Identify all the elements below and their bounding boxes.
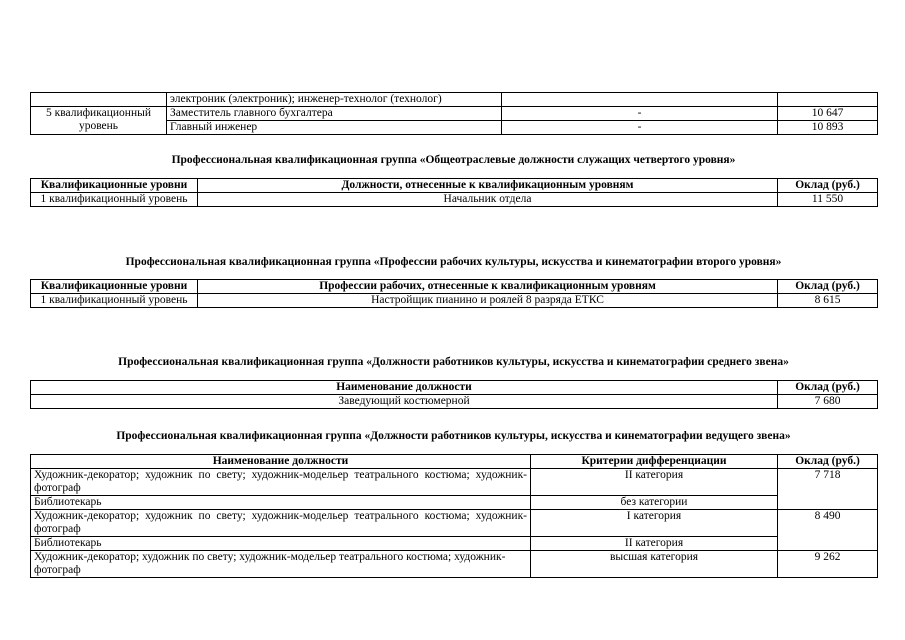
position-cell: Настройщик пианино и роялей 8 разряда ЕТКС [198, 294, 778, 308]
criteria-cell: высшая категория [531, 551, 778, 578]
section-heading: Профессиональная квалификационная группа «Должности работников культуры, искусства и кинематографии ведущего звена» [116, 430, 791, 442]
section-heading: Профессиональная квалификационная группа «Профессии рабочих культуры, искусства и кинематографии второго уровня» [125, 256, 782, 268]
column-header: Оклад (руб.) [778, 280, 878, 294]
top-table [30, 92, 878, 135]
group4-table-block [30, 178, 877, 207]
table-row [31, 294, 878, 308]
level-cell: 1 квалификационный уровень [31, 294, 198, 308]
salary-cell: 10 893 [778, 121, 878, 135]
middle-table-block [30, 380, 877, 409]
criteria-cell: без категории [531, 496, 778, 510]
table-row [31, 93, 878, 107]
salary-cell [778, 93, 878, 107]
section-heading: Профессиональная квалификационная группа «Общеотраслевые должности служащих четвертого уровня» [171, 154, 736, 166]
position-cell: Главный инженер [167, 121, 502, 135]
criteria-cell: II категория [531, 469, 778, 496]
position-cell: Заведующий костюмерной [31, 395, 778, 409]
column-header: Должности, отнесенные к квалификационным уровням [198, 179, 778, 193]
salary-cell: 9 262 [778, 551, 878, 578]
criteria-cell: - [502, 121, 778, 135]
table-row [31, 510, 878, 537]
column-header: Наименование должности [31, 381, 778, 395]
salary-cell: 8 490 [778, 510, 878, 551]
position-cell: Библиотекарь [31, 496, 531, 510]
salary-cell: 11 550 [778, 193, 878, 207]
criteria-cell [502, 93, 778, 107]
position-cell: Художник-декоратор; художник по свету; художник-модельер театрального костюма; художник-фотограф [31, 510, 531, 537]
column-header: Оклад (руб.) [778, 455, 878, 469]
position-cell: Библиотекарь [31, 537, 531, 551]
table-row [31, 193, 878, 207]
column-header: Наименование должности [31, 455, 531, 469]
column-header: Критерии дифференциации [531, 455, 778, 469]
criteria-cell: II категория [531, 537, 778, 551]
table-row [31, 551, 878, 578]
table-header-row [31, 381, 878, 395]
table-row [31, 107, 878, 121]
section-heading: Профессиональная квалификационная группа «Должности работников культуры, искусства и кинематографии среднего звена» [118, 356, 789, 368]
salary-cell: 10 647 [778, 107, 878, 121]
level-cell: 1 квалификационный уровень [31, 193, 198, 207]
table-header-row [31, 280, 878, 294]
leading-table-block [30, 454, 877, 578]
criteria-cell: I категория [531, 510, 778, 537]
column-header: Квалификационные уровни [31, 179, 198, 193]
table-row [31, 537, 878, 551]
position-cell: электроник (электроник); инженер-технолог (технолог) [167, 93, 502, 107]
table-row [31, 395, 878, 409]
table-header-row [31, 179, 878, 193]
column-header: Квалификационные уровни [31, 280, 198, 294]
table-row [31, 469, 878, 496]
position-cell: Заместитель главного бухгалтера [167, 107, 502, 121]
workers2-table [30, 279, 878, 308]
table-row [31, 496, 878, 510]
salary-cell: 7 680 [778, 395, 878, 409]
position-cell: Начальник отдела [198, 193, 778, 207]
salary-cell: 8 615 [778, 294, 878, 308]
workers2-table-block [30, 279, 877, 308]
top-table-block [30, 92, 877, 135]
criteria-cell: - [502, 107, 778, 121]
middle-table [30, 380, 878, 409]
position-cell: Художник-декоратор; художник по свету; художник-модельер театрального костюма; художник-фотограф [31, 469, 531, 496]
level-cell [31, 93, 167, 107]
group4-table [30, 178, 878, 207]
column-header: Профессии рабочих, отнесенные к квалификационным уровням [198, 280, 778, 294]
salary-cell: 7 718 [778, 469, 878, 510]
column-header: Оклад (руб.) [778, 179, 878, 193]
leading-table [30, 454, 878, 578]
position-cell: Художник-декоратор; художник по свету; художник-модельер театрального костюма; художник-фотограф [31, 551, 531, 578]
column-header: Оклад (руб.) [778, 381, 878, 395]
level-cell: 5 квалификационный уровень [31, 107, 167, 135]
table-header-row [31, 455, 878, 469]
